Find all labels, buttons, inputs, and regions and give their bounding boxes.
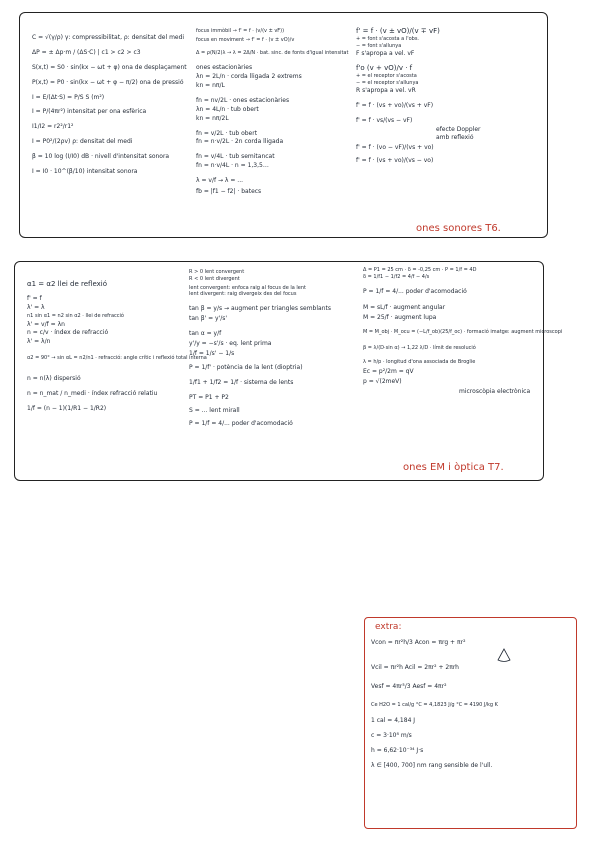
extra-title: extra: [375,622,402,632]
formula-line: I = P/(4πr²) intensitat per ona esfèrica [32,108,147,116]
formula-line: λ = v/f → λ = ... [196,177,244,185]
formula-line: ones estacionàries [196,64,253,72]
formula-line: β = 10 log (I/I0) dB · nivell d'intensitat sonora [32,153,170,161]
formula-line: I = E/(Δt·S) = P/S S (m²) [32,93,105,101]
formula-line: λn = 2L/n · corda lligada 2 extrems [196,73,302,81]
formula-line: λ' = λ [27,303,45,311]
formula-line: tan β = y/s → augment per triangles semblants [189,305,331,312]
formula-line: focus immòbil → f' = f · (v/(v ± vF)) [196,28,285,34]
card2-column-2 [189,270,359,428]
formula-line: n = c/v · índex de refracció [27,329,109,337]
formula-line: λ' = λ/n [27,338,51,346]
formula-line: M = 25/f · augment lupa [363,314,437,322]
formula-line: P = 1/f' · potència de la lent (dioptria) [189,364,303,372]
formula-line: 1/f = (n − 1)(1/R1 − 1/R2) [27,404,107,412]
formula-line: I = P0²/(2ρv) ρ: densitat del medi [32,138,133,146]
formula-line: R s'apropa a vel. vR [356,86,416,94]
formula-line: n = n(λ) dispersió [27,375,81,382]
formula-line: tan β' = y'/s' [189,314,228,322]
formula-line: f' = f · (vs + vo)/(vs − vo) [356,157,434,165]
formula-line: 1/f = 1/s' − 1/s [189,349,235,357]
formula-line: Δ = ρ(N/2)λ → λ = 2Δ/N · bat. sinc. de fonts d'igual intensitat [196,49,349,56]
formula-line: λ ∈ [400, 700] nm rang sensible de l'ull. [371,762,493,770]
formula-line: n1 sin α1 = n2 sin α2 · llei de refracció [27,312,124,319]
formula-line: β = λ/(D·sin α) → 1,22 λ/D · límit de resolució [363,344,476,351]
formula-line: tan α = y/f [189,329,222,337]
formula-line: λ' = v/f = λn [27,320,65,328]
formula-line: Vesf = 4πr³/3 Aesf = 4πr² [371,682,447,690]
formula-line: S(x,t) = S0 · sin(kx − ωt + φ) ona de desplaçament [32,63,187,71]
formula-line: ΔP = ± Δp·m / (ΔS·C) | c1 > c2 > c3 [32,48,141,56]
formula-line: S = ... lent mirall [189,407,240,415]
formula-line: lent convergent: enfoca raig al focus de la lent [189,284,307,291]
formula-line: Δ = P1 = 25 cm · δ = -0,25 cm · P = 1/f = 4D [363,267,477,273]
formula-line: λ = h/p · longitud d'ona associada de Broglie [363,358,476,365]
formula-line: p = √(2meV) [363,378,402,386]
section-tag: ones sonores T6. [416,223,501,234]
card2-column-3 [363,267,563,396]
formula-line: kn = nπ/L [196,82,225,90]
card1-column-1 [32,35,192,176]
card-ones-em-optica [14,261,563,481]
cone-icon [497,648,511,662]
formula-line: P = 1/f = 4/... poder d'acomodació [363,287,467,295]
formula-line: I1/I2 = r2²/r1² [32,123,74,131]
formula-line: R > 0 lent convergent [189,269,245,275]
formula-line: Ce H2O = 1 cal/g °C = 4,1823 J/g °C = 4190 J/kg K [371,701,498,708]
formula-line: f' = f · (vs + vo)/(vs + vF) [356,101,434,109]
formula-line: amb reflexió [436,133,474,141]
card-extra [364,617,577,829]
formula-line: + = el receptor s'acosta [356,73,417,80]
formula-line: microscòpia electrònica [459,388,531,396]
formula-line: λn = 4L/n · tub obert [196,105,259,113]
formula-line: P = 1/f = 4/... poder d'acomodació [189,420,293,428]
formula-line: PT = P1 + P2 [189,394,229,402]
formula-line: f'o (v + vO)/v · f [356,64,413,73]
formula-line: − = font s'allunya [356,42,402,49]
formula-line: I = I0 · 10^(β/10) intensitat sonora [32,168,138,176]
formula-line: 1/f1 + 1/f2 = 1/f · sistema de lents [189,379,294,387]
formula-line: kn = nπ/2L [196,114,229,122]
formula-line: c = 3·10⁸ m/s [371,732,412,740]
formula-line: R < 0 lent divergent [189,275,240,282]
formula-line: M = sL/f · augment angular [363,304,446,312]
formula-line: f' = f · (vo − vF)/(vs + vo) [356,144,434,152]
formula-line: + = font s'acosta a l'obs. [356,36,420,43]
section-tag: ones EM i òptica T7. [403,462,504,473]
formula-line: h = 6,62·10⁻³⁴ J·s [371,747,424,755]
formula-line: F s'apropa a vel. vF [356,49,415,57]
formula-line: y'/y = −s'/s · eq. lent prima [189,339,272,347]
formula-line: α2 = 90° → sin αL = n2/n1 · refracció: angle crític i reflexió total interna [27,355,207,362]
formula-line: f' = f [27,295,42,303]
formula-line: fn = n·v/4L · n = 1,3,5… [196,162,269,170]
card1-column-2 [196,28,349,196]
formula-line: Ec = p²/2m = qV [363,368,414,376]
extra-list [371,640,571,770]
formula-line: fn = nv/2L · ones estacionàries [196,96,290,104]
formula-line: P(x,t) = P0 · sin(kx − ωt + φ − π/2) ona de pressió [32,78,184,86]
formula-line: − = el receptor s'allunya [356,80,419,87]
formula-line: fn = v/4L · tub semitancat [196,153,275,161]
formula-line: efecte Doppler [436,125,481,133]
formula-line: focus en moviment → f' = f · (v ± vO)/v [196,36,295,43]
formula-line: Vcil = πr²h Acil = 2πr² + 2πrh [371,663,459,671]
formula-line: fb = |f1 − f2| · batecs [196,188,262,196]
card1-column-3 [356,27,536,165]
formula-line: f' = f · vs/(vs − vF) [356,116,413,124]
formula-line: Vcon = πr²h/3 Acon = πrg + πr² [371,639,466,646]
card-ones-sonores [19,12,548,238]
formula-line: 1 cal = 4,184 J [371,717,416,725]
formula-line: fn = v/2L · tub obert [196,129,258,137]
formula-line: M = M_obj · M_ocu = (−L/f_ob)(25/f_oc) · formació imatge: augment microscopi [363,329,563,336]
formula-line: C = √(γ/ρ) γ: compressibilitat, ρ: densitat del medi [32,34,185,41]
formula-line: n = n_mat / n_medi · índex refracció relatiu [27,389,158,397]
formula-line: f' = f · (v ± vO)/(v ∓ vF) [356,27,440,35]
formula-line: fn = n·v/2L · 2n corda lligada [196,138,284,146]
formula-line: δ = 1/f1 − 1/f2 = 4/f − 4/s [363,273,430,280]
formula-line: lent divergent: raig divergeix des del focus [189,291,297,298]
formula-line: α1 = α2 llei de reflexió [27,280,108,288]
